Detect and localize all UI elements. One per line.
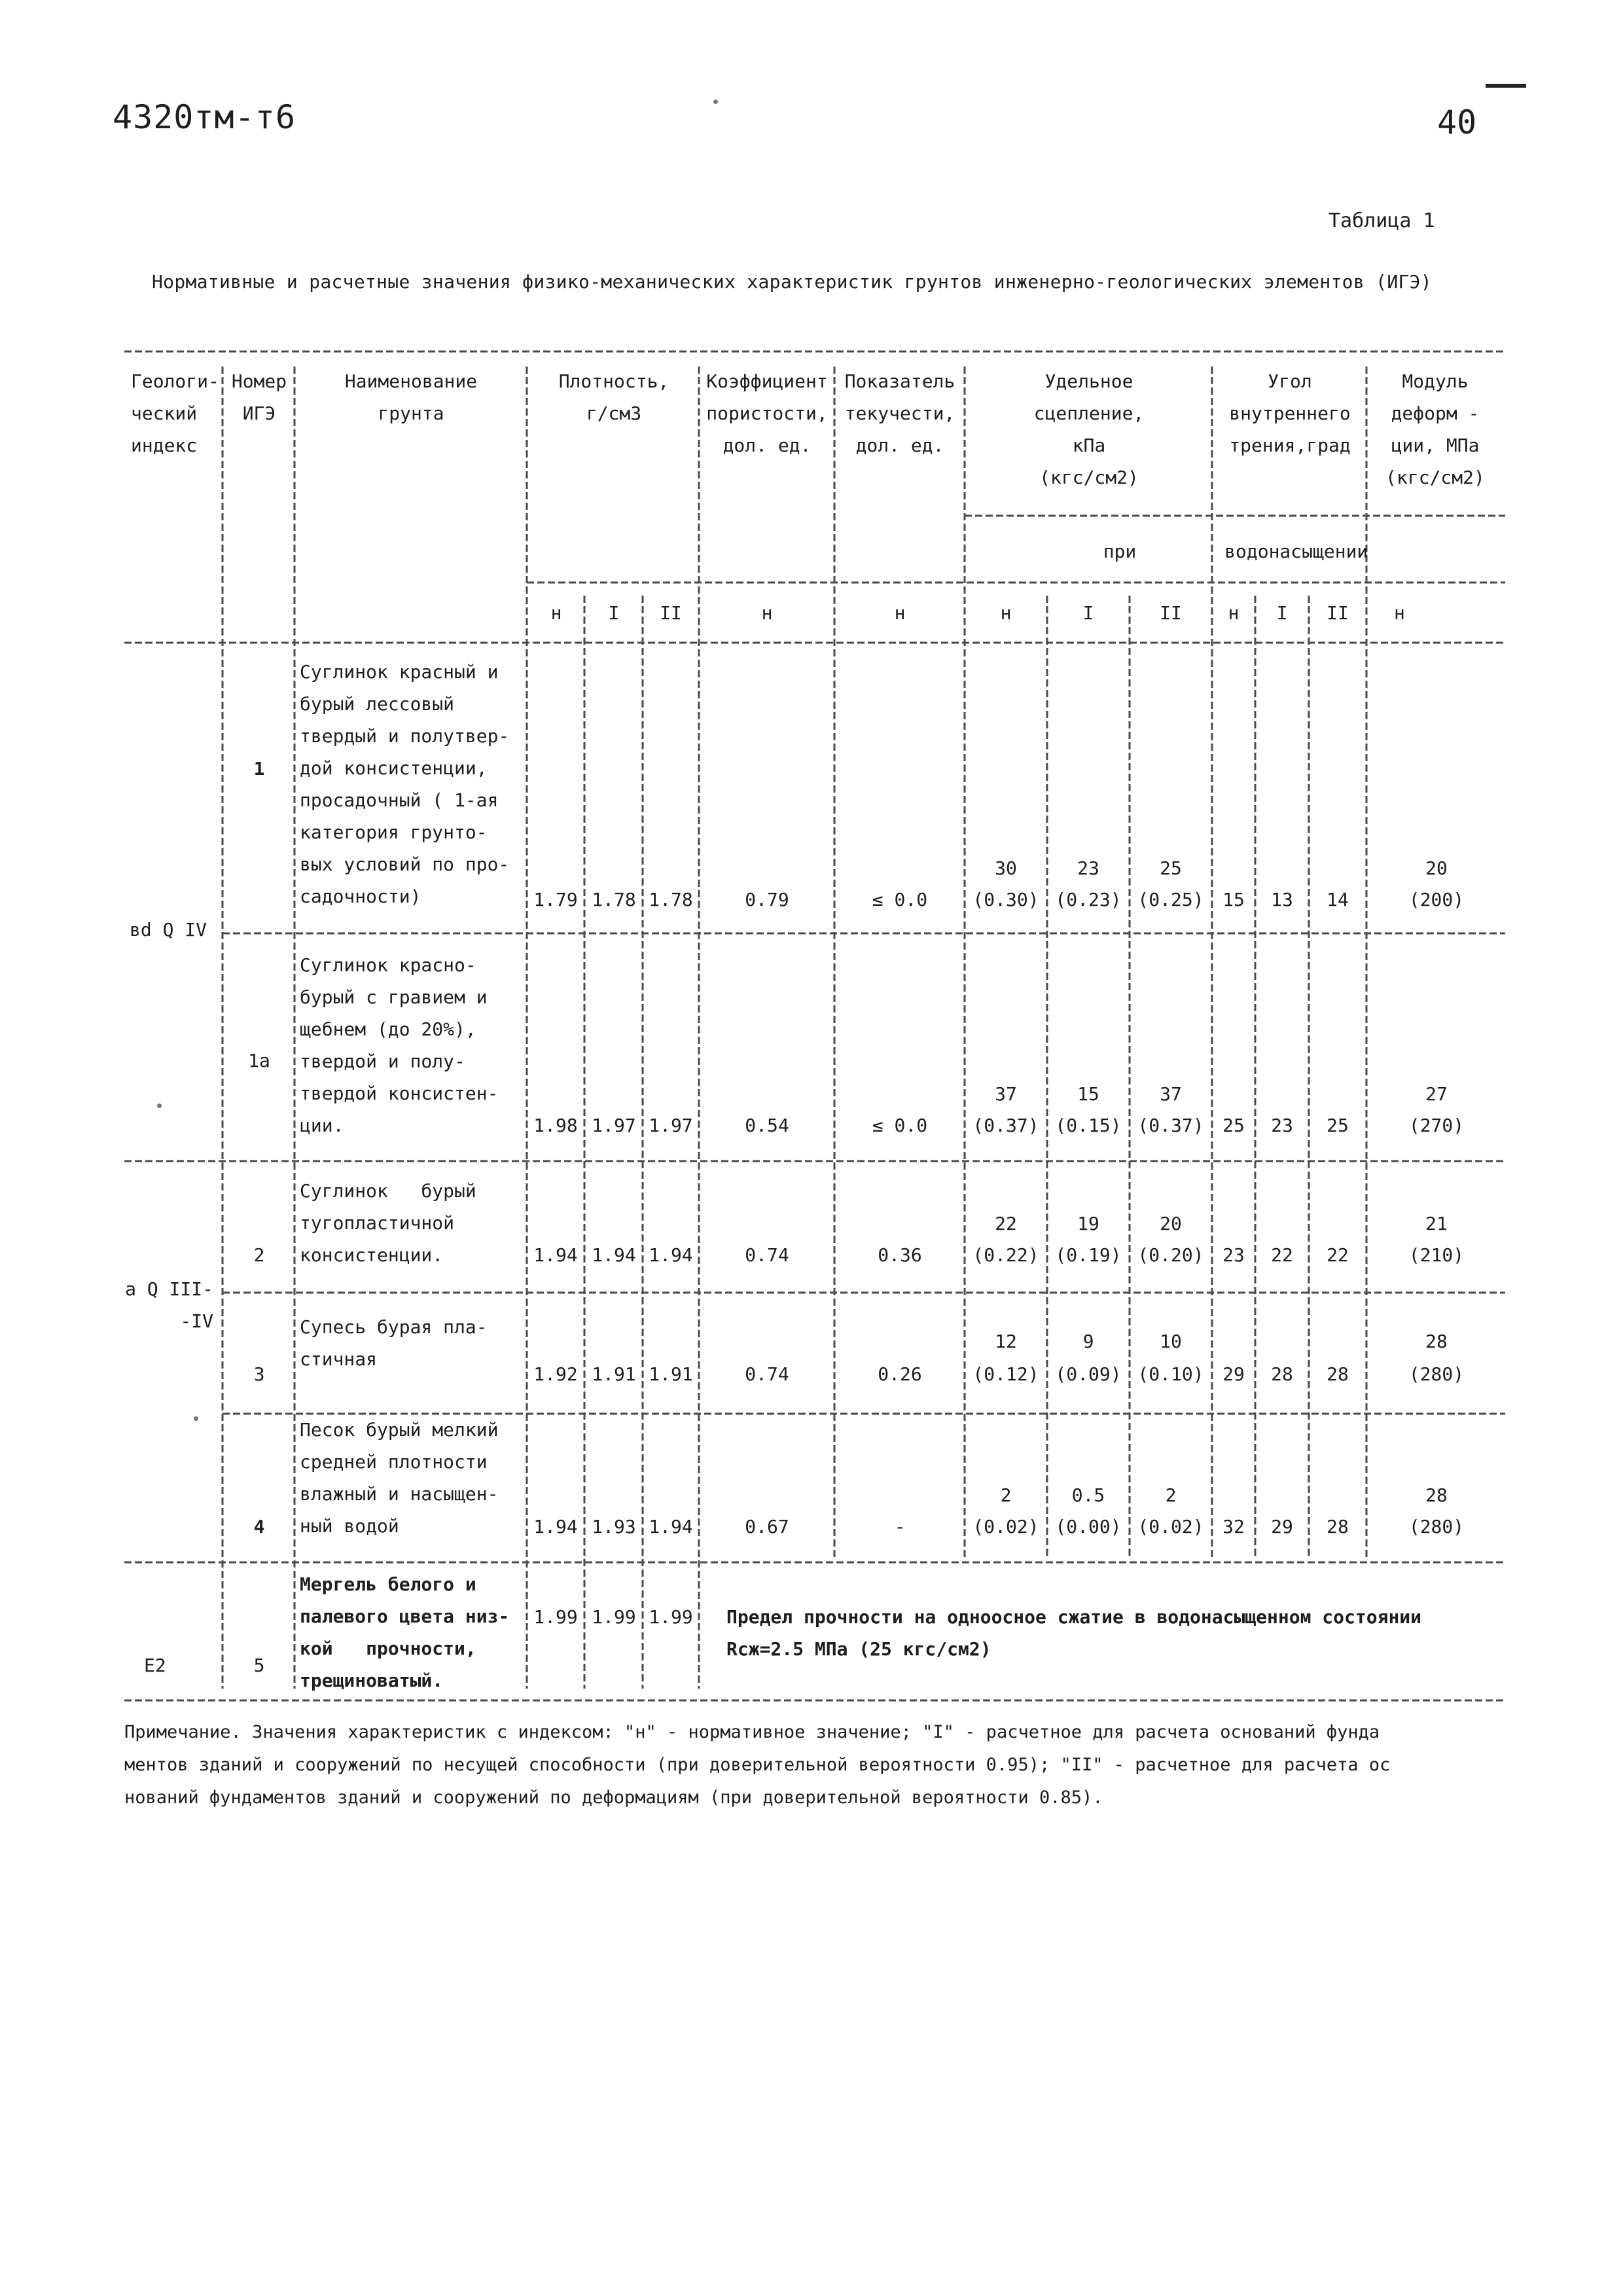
modulus: 21 [1425, 1213, 1448, 1234]
modulus: 28 [1425, 1331, 1448, 1352]
modulus-kgs: (280) [1408, 1363, 1465, 1385]
density-n: 1.99 [533, 1606, 578, 1628]
density-n: 1.79 [533, 889, 578, 910]
modulus-kgs: (270) [1408, 1115, 1465, 1136]
ige-number: 2 [253, 1244, 265, 1266]
cohesion-n-kgs: (0.02) [972, 1516, 1039, 1537]
header-porosity: Коэффициент пористости, дол. ед. [706, 370, 828, 456]
table-label: Таблица 1 [1329, 209, 1435, 232]
modulus: 27 [1425, 1083, 1448, 1105]
scan-speck [713, 99, 718, 104]
density-I: 1.97 [592, 1115, 636, 1136]
density-II: 1.99 [649, 1606, 693, 1628]
cohesion-n-kgs: (0.22) [972, 1244, 1039, 1266]
friction-I: 22 [1271, 1244, 1293, 1266]
cohesion-II-kgs: (0.20) [1137, 1244, 1204, 1266]
header-geo-index: Геологи- ческий индекс [131, 370, 219, 456]
cohesion-I: 15 [1077, 1083, 1099, 1105]
porosity: 0.74 [745, 1244, 789, 1266]
sub-density-n: н [550, 602, 562, 624]
porosity: 0.79 [745, 889, 789, 910]
density-n: 1.94 [533, 1516, 578, 1537]
geo-index-1: вd Q IV [130, 919, 207, 941]
header-density: Плотность, г/см3 [558, 370, 669, 424]
cohesion-II: 20 [1160, 1213, 1182, 1234]
density-II: 1.97 [649, 1115, 693, 1136]
cohesion-n: 30 [995, 857, 1017, 879]
strength-note: Предел прочности на одноосное сжатие в водонасыщенном состоянии Rсж=2.5 МПа (25 кгс/см2) [726, 1606, 1422, 1660]
cohesion-I: 9 [1082, 1331, 1094, 1352]
cohesion-I: 23 [1077, 857, 1099, 879]
density-II: 1.94 [649, 1244, 693, 1266]
table-title: Нормативные и расчетные значения физико-механических характеристик грунтов инженерно-геологических элементов (ИГЭ) [152, 271, 1432, 293]
density-II: 1.78 [649, 889, 693, 910]
density-I: 1.93 [592, 1516, 636, 1537]
ige-number: 1 [253, 758, 265, 780]
soil-name: Суглинок красный и бурый лессовый твердый и полутвер- дой консистенции, просадочный ( 1-ая категория грунто- вых условий по про- садочности) [300, 661, 510, 907]
liquidity: ≤ 0.0 [872, 889, 928, 910]
sub-modulus-n: н [1394, 602, 1405, 624]
friction-II: 22 [1327, 1244, 1349, 1266]
porosity: 0.54 [745, 1115, 789, 1136]
modulus: 20 [1425, 857, 1448, 879]
friction-n: 32 [1222, 1516, 1245, 1537]
friction-II: 14 [1327, 889, 1349, 910]
sub-liquidity-n: н [894, 602, 906, 624]
soil-name: Мергель белого и палевого цвета низ- кой прочности, трещиноватый. [300, 1573, 510, 1691]
cohesion-I: 19 [1077, 1213, 1099, 1234]
ige-number: 3 [253, 1363, 265, 1385]
scan-speck [194, 1416, 198, 1421]
sub-friction-n: н [1228, 602, 1240, 624]
soil-name: Суглинок красно- бурый с гравием и щебнем (до 20%), твердой и полу- твердой консистен- ции. [300, 954, 499, 1136]
modulus-kgs: (280) [1408, 1516, 1465, 1537]
cohesion-I-kgs: (0.23) [1055, 889, 1122, 910]
friction-n: 23 [1222, 1244, 1245, 1266]
liquidity: - [894, 1516, 906, 1537]
cohesion-n: 37 [995, 1083, 1017, 1105]
header-ige-number: Номер ИГЭ [231, 370, 287, 424]
note-line: Примечание. Значения характеристик с индексом: "н" - нормативное значение; "I" - расчетное для расчета оснований фунда [124, 1722, 1380, 1742]
liquidity: 0.26 [878, 1363, 922, 1385]
geo-index-2: а Q III- -IV [125, 1278, 213, 1332]
sub-porosity-n: н [761, 602, 773, 624]
ige-number: 4 [253, 1516, 265, 1537]
header-friction: Угол внутреннего трения,град [1229, 370, 1351, 456]
note-line: нований фундаментов зданий и сооружений по деформациям (при доверительной вероятности 0.85). [124, 1787, 1103, 1808]
modulus: 28 [1425, 1484, 1448, 1506]
cohesion-I-kgs: (0.15) [1055, 1115, 1122, 1136]
header-saturation: при водонасыщении [1103, 541, 1368, 562]
cohesion-II: 10 [1160, 1331, 1182, 1352]
cohesion-II-kgs: (0.10) [1137, 1363, 1204, 1385]
soil-name: Суглинок бурый тугопластичной консистенции. [300, 1180, 476, 1266]
cohesion-II-kgs: (0.37) [1137, 1115, 1204, 1136]
sub-cohesion-n: н [1000, 602, 1012, 624]
density-I: 1.78 [592, 889, 636, 910]
density-n: 1.92 [533, 1363, 578, 1385]
modulus-kgs: (210) [1408, 1244, 1465, 1266]
density-n: 1.94 [533, 1244, 578, 1266]
friction-I: 28 [1271, 1363, 1293, 1385]
note-line: ментов зданий и сооружений по несущей способности (при доверительной вероятности 0.95); "II" - расчетное для расчета ос [124, 1755, 1391, 1775]
header-liquidity: Показатель текучести, дол. ед. [844, 370, 955, 456]
sub-friction-II: II [1327, 602, 1349, 624]
cohesion-n: 22 [995, 1213, 1017, 1234]
density-II: 1.91 [649, 1363, 693, 1385]
friction-II: 28 [1327, 1363, 1349, 1385]
sub-cohesion-I: I [1082, 602, 1094, 624]
cohesion-II-kgs: (0.25) [1137, 889, 1204, 910]
cohesion-n-kgs: (0.30) [972, 889, 1039, 910]
friction-I: 13 [1271, 889, 1293, 910]
cohesion-n-kgs: (0.37) [972, 1115, 1039, 1136]
porosity: 0.67 [745, 1516, 789, 1537]
page-number: 40 [1437, 103, 1477, 141]
density-I: 1.99 [592, 1606, 636, 1628]
friction-n: 25 [1222, 1115, 1245, 1136]
density-n: 1.98 [533, 1115, 578, 1136]
header-modulus: Модуль деформ - ции, МПа (кгс/см2) [1385, 370, 1485, 488]
porosity: 0.74 [745, 1363, 789, 1385]
sub-friction-I: I [1276, 602, 1288, 624]
liquidity: 0.36 [878, 1244, 922, 1266]
geo-index-3: E2 [144, 1655, 166, 1676]
friction-II: 25 [1327, 1115, 1349, 1136]
density-I: 1.91 [592, 1363, 636, 1385]
soil-name: Супесь бурая пла- стичная [300, 1316, 488, 1370]
cohesion-II: 37 [1160, 1083, 1182, 1105]
density-I: 1.94 [592, 1244, 636, 1266]
cohesion-II-kgs: (0.02) [1137, 1516, 1204, 1537]
header-cohesion: Удельное сцепление, кПа (кгс/см2) [1033, 370, 1145, 488]
density-II: 1.94 [649, 1516, 693, 1537]
liquidity: ≤ 0.0 [872, 1115, 928, 1136]
header-soil-name: Наименование грунта [344, 370, 478, 424]
sub-density-II: II [660, 602, 682, 624]
soil-name: Песок бурый мелкий средней плотности влажный и насыщен- ный водой [300, 1419, 499, 1537]
cohesion-n: 2 [1000, 1484, 1012, 1506]
friction-II: 28 [1327, 1516, 1349, 1537]
cohesion-I-kgs: (0.00) [1055, 1516, 1122, 1537]
sub-cohesion-II: II [1160, 602, 1182, 624]
cohesion-n: 12 [995, 1331, 1017, 1352]
modulus-kgs: (200) [1408, 889, 1465, 910]
ige-number: 5 [253, 1655, 265, 1676]
cohesion-I-kgs: (0.19) [1055, 1244, 1122, 1266]
table-note [124, 1716, 1518, 1814]
friction-I: 29 [1271, 1516, 1293, 1537]
cohesion-II: 2 [1165, 1484, 1177, 1506]
document-code: 4320тм-т6 [113, 98, 296, 136]
friction-n: 29 [1222, 1363, 1245, 1385]
cohesion-I: 0.5 [1071, 1484, 1105, 1506]
ige-number: 1а [248, 1050, 270, 1071]
friction-I: 23 [1271, 1115, 1293, 1136]
cohesion-II: 25 [1160, 857, 1182, 879]
sub-density-I: I [608, 602, 620, 624]
cohesion-I-kgs: (0.09) [1055, 1363, 1122, 1385]
friction-n: 15 [1222, 889, 1245, 910]
scan-speck [157, 1103, 162, 1108]
cohesion-n-kgs: (0.12) [972, 1363, 1039, 1385]
